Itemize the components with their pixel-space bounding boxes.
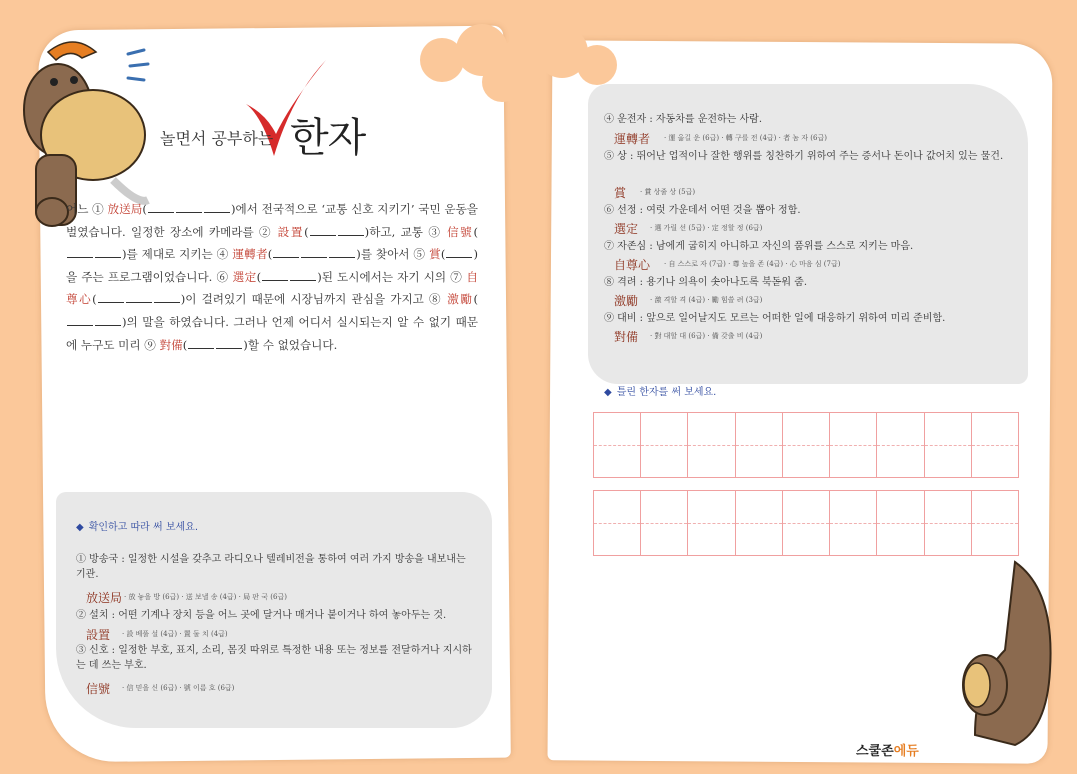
writing-grid-row[interactable] bbox=[593, 412, 1019, 478]
page-title: 한자 bbox=[290, 115, 366, 161]
writing-cell[interactable] bbox=[877, 491, 924, 555]
entry-hanja: 自尊心 bbox=[614, 258, 651, 272]
entry-definition: ⑤ 상 : 뛰어난 업적이나 잘한 행위를 칭찬하기 위하여 주는 증서나 돈이나 값어치 있는 물건. bbox=[604, 151, 1004, 162]
writing-cell[interactable] bbox=[783, 413, 830, 477]
writing-cell[interactable] bbox=[594, 491, 641, 555]
entry-definition: ③ 신호 : 일정한 부호, 표지, 소리, 몸짓 따위로 특정한 내용 또는 정보를 전달하거나 지시하는 데 쓰는 부호. bbox=[76, 645, 472, 671]
entry-definition: ② 설치 : 어떤 기계나 장치 등을 어느 곳에 달거나 매거나 붙이거나 하여 놓아두는 것. bbox=[76, 610, 447, 621]
hanja-word: 選定 bbox=[232, 269, 257, 284]
writing-cell[interactable] bbox=[641, 491, 688, 555]
entry-characters: · 運 옮길 운 (6급) · 轉 구를 전 (4급) · 者 놈 자 (6급) bbox=[664, 134, 827, 142]
entry-characters: · 賞 상줄 상 (5급) bbox=[640, 188, 696, 196]
bear-foot-icon bbox=[955, 560, 1070, 765]
publisher-logo: 스쿨존에듀 bbox=[856, 744, 919, 759]
entry-hanja: 選定 bbox=[614, 222, 639, 236]
writing-cell[interactable] bbox=[972, 413, 1018, 477]
hanja-word: 放送局 bbox=[107, 202, 143, 216]
writing-cell[interactable] bbox=[925, 413, 972, 477]
hanja-word: 信號 bbox=[446, 224, 474, 239]
writing-cell[interactable] bbox=[972, 491, 1018, 555]
hanja-word: 運轉者 bbox=[232, 247, 268, 262]
entry-characters: · 信 믿을 신 (6급) · 號 이름 호 (6급) bbox=[122, 684, 235, 692]
writing-cell[interactable] bbox=[830, 491, 877, 555]
entry-definition: ④ 운전자 : 자동차를 운전하는 사람. bbox=[604, 114, 763, 125]
entry-characters: · 對 대할 대 (6급) · 備 갖출 비 (4급) bbox=[650, 332, 763, 340]
hanja-word: 賞 bbox=[429, 247, 441, 262]
writing-cell[interactable] bbox=[641, 413, 688, 477]
entry-definition: ⑥ 선정 : 여럿 가운데서 어떤 것을 뽑아 정함. bbox=[604, 205, 801, 216]
writing-cell[interactable] bbox=[830, 413, 877, 477]
entry-characters: · 放 놓을 방 (6급) · 送 보낼 송 (4급) · 局 판 국 (6급) bbox=[124, 593, 287, 601]
motion-lines-icon bbox=[124, 48, 154, 88]
entry-hanja: 運轉者 bbox=[614, 132, 651, 146]
entry-definition: ⑨ 대비 : 앞으로 일어날지도 모르는 어떠한 일에 대응하기 위하여 미리 준비함. bbox=[604, 313, 946, 324]
left-section-title: ◆ 확인하고 따라 써 보세요. bbox=[76, 522, 199, 533]
entry-hanja: 對備 bbox=[614, 330, 639, 344]
entry-definition: ⑧ 격려 : 용기나 의욕이 솟아나도록 북돋워 줌. bbox=[604, 277, 808, 288]
diamond-bullet-icon: ◆ bbox=[604, 387, 612, 398]
hanja-word: 自尊心 bbox=[66, 269, 478, 307]
hanja-word: 設置 bbox=[277, 224, 305, 239]
right-section-title: ◆ 틀린 한자를 써 보세요. bbox=[604, 387, 717, 398]
story-paragraph: 어느 ① 放送局( )에서 전국적으로 ‘교통 신호 지키기’ 국민 운동을 벌였습니다. 일정한 장소에 카메라를 ② 設置( )하고, 교통 ③ 信號()를 제대로 지키는 ④ 運轉者( )를 찾아서 ⑤ 賞( )을 주는 프로그램이었습니다. ⑥ 選定( )된 도시에서는 자기 시의 ⑦ 自尊心( )이 걸려있기 때문에 시장님까지 관심을 가지고 ⑧ 激勵()의 말을 하였습니다. 그러나 언제 어디서 실시되는지 알 수 없기 때문에 누구도 미리 ⑨ 對備( )할 수 없었습니다. bbox=[66, 202, 478, 352]
writing-cell[interactable] bbox=[783, 491, 830, 555]
entry-definition: ⑦ 자존심 : 남에게 굽히지 아니하고 자신의 품위를 스스로 지키는 마음. bbox=[604, 241, 914, 252]
writing-grid-row[interactable] bbox=[593, 490, 1019, 556]
entry-hanja: 信號 bbox=[86, 682, 111, 696]
diamond-bullet-icon: ◆ bbox=[76, 522, 84, 533]
writing-cell[interactable] bbox=[594, 413, 641, 477]
entry-characters: · 自 스스로 자 (7급) · 尊 높을 존 (4급) · 心 마음 심 (7급) bbox=[664, 260, 841, 268]
writing-cell[interactable] bbox=[925, 491, 972, 555]
title-subtitle: 놀면서 공부하는 bbox=[160, 129, 274, 148]
entry-hanja: 激勵 bbox=[614, 294, 639, 308]
entry-characters: · 選 가릴 선 (5급) · 定 정할 정 (6급) bbox=[650, 224, 763, 232]
hanja-word: 對備 bbox=[159, 337, 183, 352]
writing-cell[interactable] bbox=[736, 491, 783, 555]
entry-hanja: 賞 bbox=[614, 186, 627, 200]
writing-cell[interactable] bbox=[736, 413, 783, 477]
writing-cell[interactable] bbox=[877, 413, 924, 477]
entry-characters: · 激 격할 격 (4급) · 勵 힘쓸 려 (3급) bbox=[650, 296, 763, 304]
entry-hanja: 設置 bbox=[86, 628, 111, 642]
entry-characters: · 設 베풀 설 (4급) · 置 둘 치 (4급) bbox=[122, 630, 228, 638]
writing-cell[interactable] bbox=[688, 491, 735, 555]
writing-cell[interactable] bbox=[688, 413, 735, 477]
hanja-word: 激勵 bbox=[447, 292, 474, 307]
entry-hanja: 放送局 bbox=[86, 591, 123, 605]
entry-definition: ① 방송국 : 일정한 시설을 갖추고 라디오나 텔레비전을 통하여 여러 가지 방송을 내보내는 기관. bbox=[76, 554, 466, 580]
